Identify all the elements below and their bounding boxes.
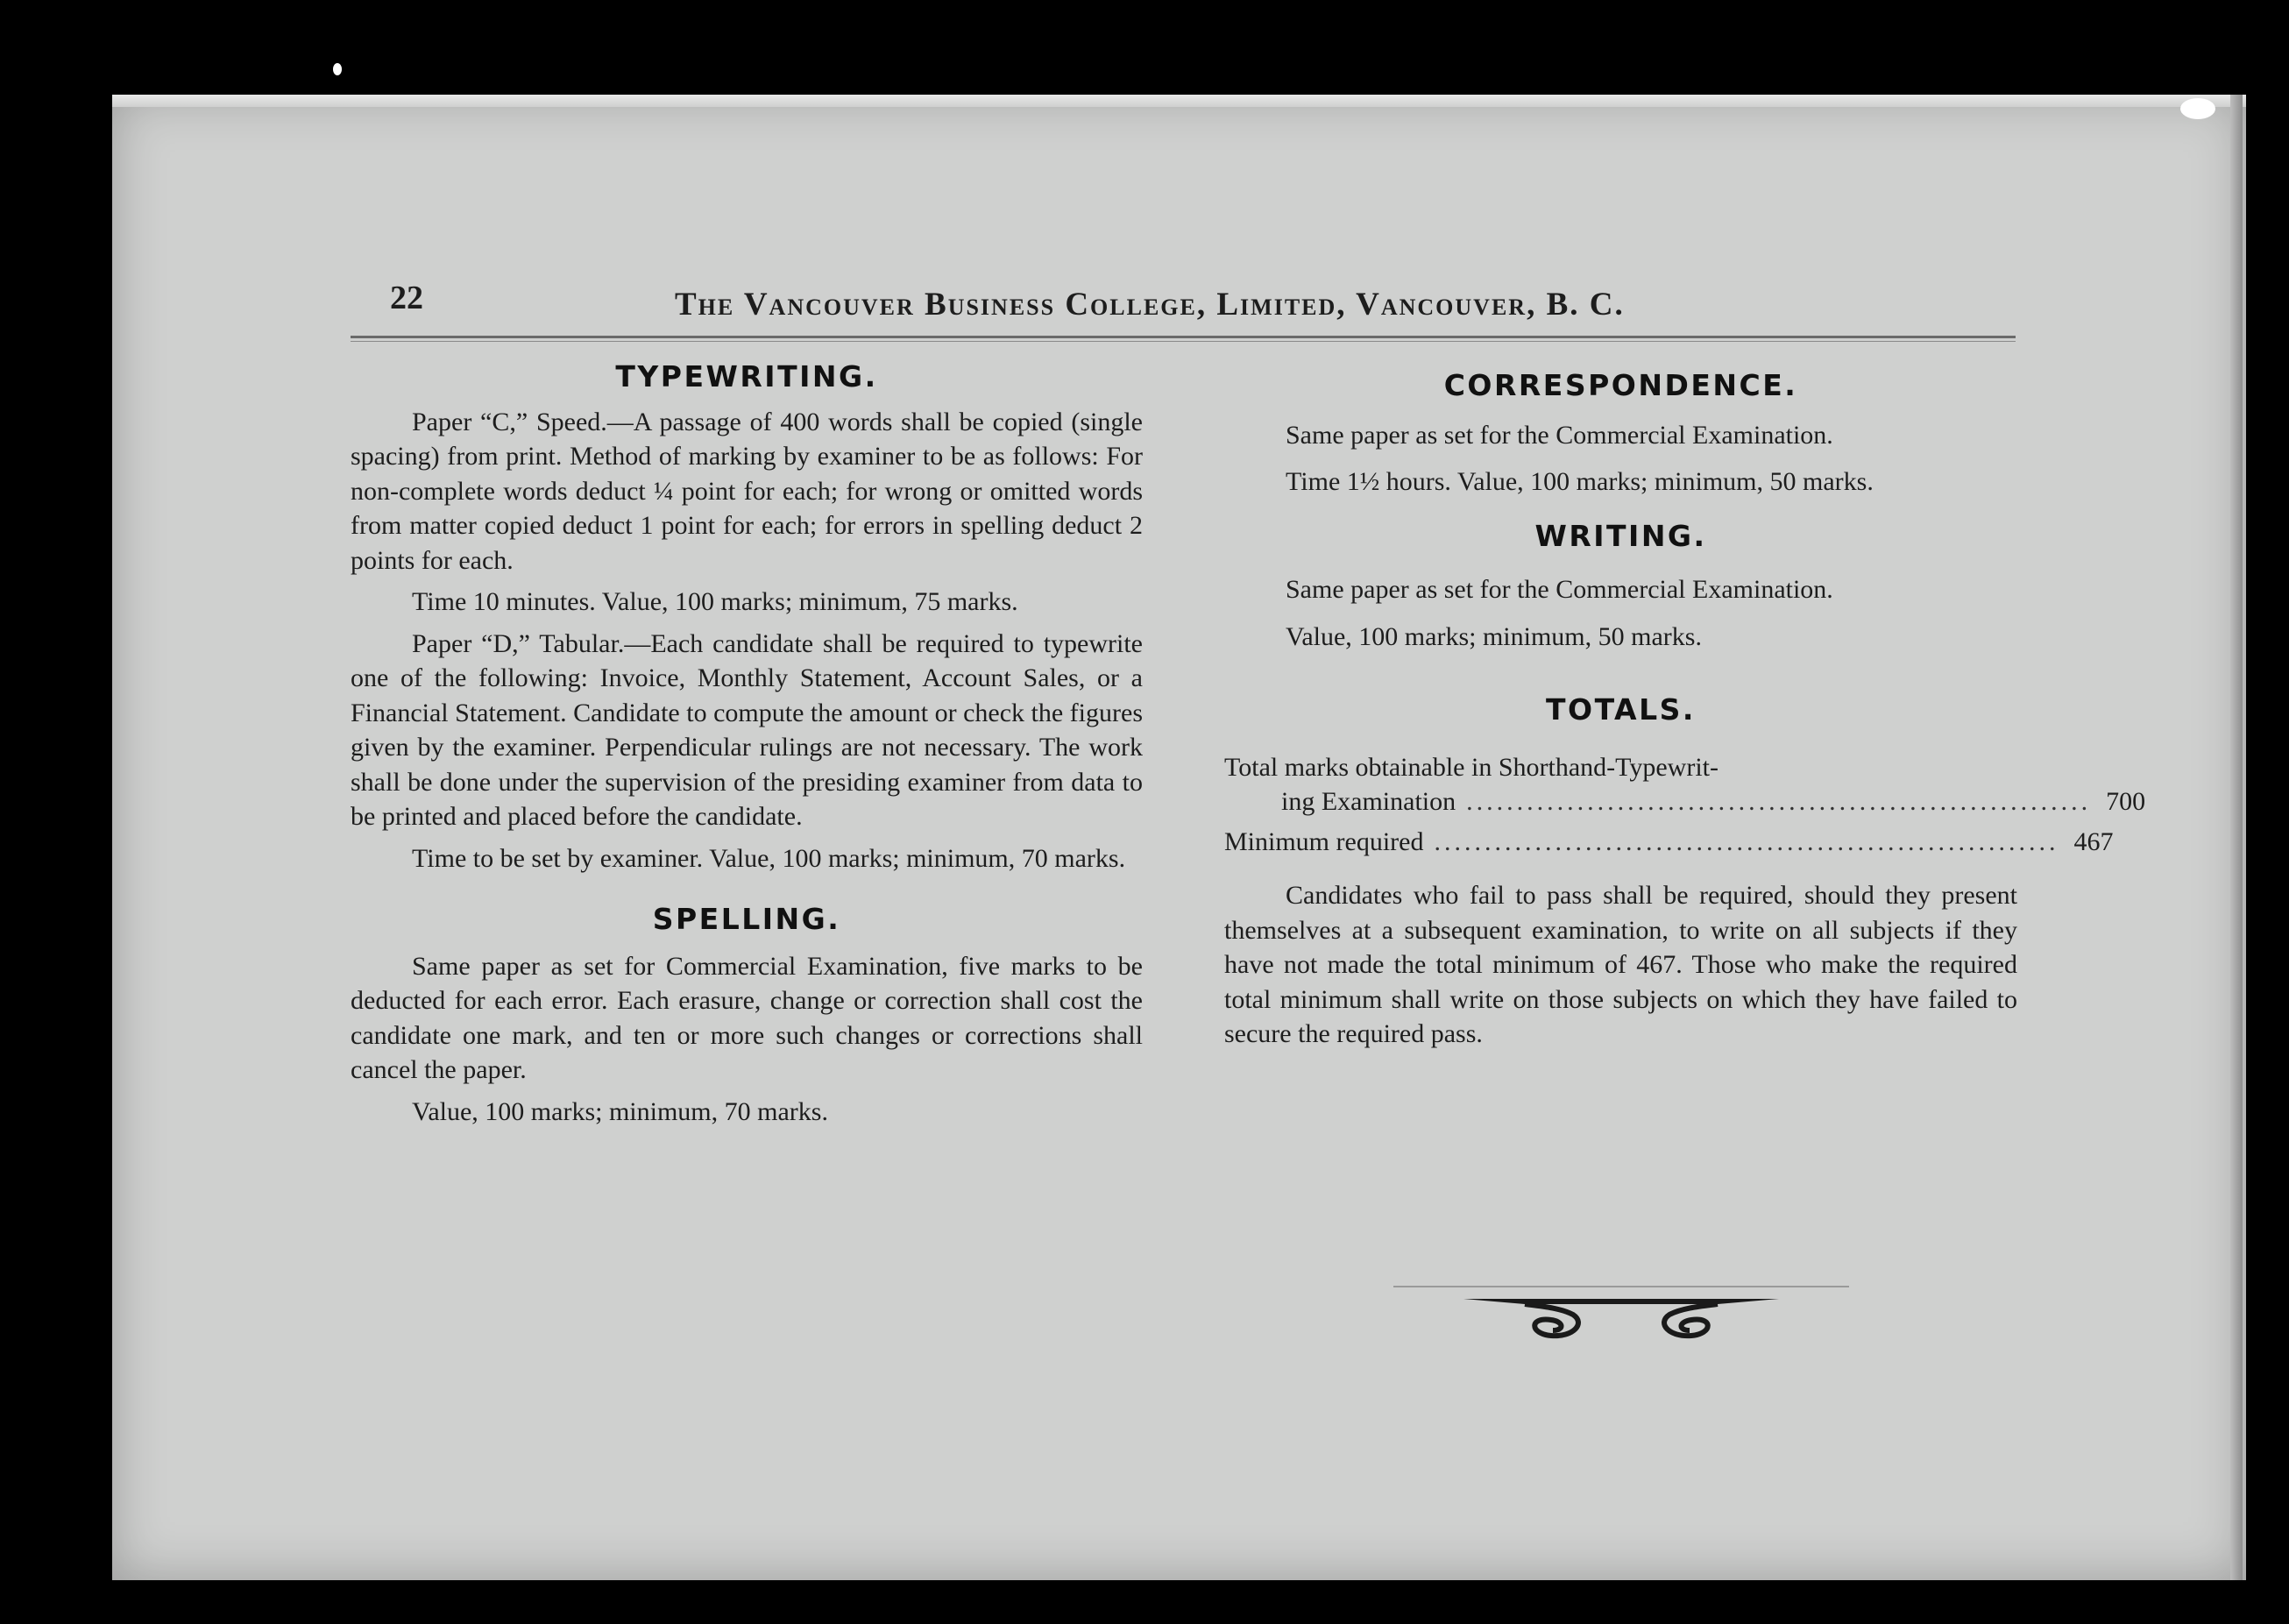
leader-dots: .............................................................. — [1434, 826, 2059, 856]
section-heading-totals: TOTALS. — [1546, 692, 1696, 727]
paragraph-paper-d: Paper “D,” Tabular.—Each candidate shall be required to typewrite one of the following: Invoice, Monthly Statement, Account Sales, or a Financial Statement. Candidate to compute the amount or check the figures given by the examiner. Perpendicular rulings are not necessary. The work shall be done under the supervision of the presiding examiner from data to be printed and placed before the candidate. — [351, 628, 1143, 831]
totals-row-label: Minimum required — [1224, 826, 1424, 856]
section-heading-writing: WRITING. — [1534, 518, 1707, 553]
page-edge — [2230, 95, 2243, 1580]
totals-row-value: 467 — [2073, 826, 2114, 856]
left-column — [351, 359, 1143, 1129]
paragraph-correspondence-time: Time 1½ hours. Value, 100 marks; minimum, 50 marks. — [1286, 467, 1874, 496]
totals-row-value: 700 — [2106, 787, 2146, 816]
totals-table — [1224, 750, 2146, 860]
paragraph-correspondence: Same paper as set for the Commercial Examination. — [1286, 420, 1833, 450]
paragraph-time-d: Time to be set by examiner. Value, 100 marks; minimum, 70 marks. — [412, 843, 1126, 873]
section-heading-spelling: SPELLING. — [652, 902, 841, 936]
totals-row-obtainable — [1224, 784, 2146, 819]
running-header: The Vancouver Business College, Limited, Vancouver, B. C. — [675, 287, 1625, 323]
totals-row-label: ing Examination — [1281, 787, 1456, 816]
paragraph-paper-c: Paper “C,” Speed.—A passage of 400 words shall be copied (single spacing) from print. Method of marking by examiner to be as follows: For non-complete words deduct ¼ point for each; for wrong or omitted words from matter copied deduct 1 point for each; for errors in spelling deduct 2 points for each. — [351, 407, 1143, 575]
scan-speck — [2180, 98, 2215, 119]
paragraph-writing: Same paper as set for the Commercial Examination. — [1286, 575, 1833, 604]
scan-speck — [333, 63, 342, 75]
paragraph-candidates: Candidates who fail to pass shall be required, should they present themselves at a subsequent examination, to write on all subjects if they have not made the total minimum of 467. Those who make the required total minimum shall write on those subjects on which they have failed to secure the required pass. — [1224, 881, 2017, 1048]
header-rule — [351, 336, 2016, 342]
paragraph-spelling: Same paper as set for Commercial Examination, five marks to be deducted for each error. Each erasure, change or correction shall cost the candidate one mark, and ten or more such changes or corrections shall cancel the paper. — [351, 951, 1143, 1084]
ornament-flourish — [1385, 1280, 1858, 1350]
page-number: 22 — [390, 280, 423, 316]
totals-row-label-line: Total marks obtainable in Shorthand-Typewrit- — [1224, 752, 1719, 782]
paragraph-writing-value: Value, 100 marks; minimum, 50 marks. — [1286, 621, 1702, 651]
section-heading-typewriting: TYPEWRITING. — [615, 359, 878, 394]
section-heading-correspondence: CORRESPONDENCE. — [1443, 368, 1798, 402]
right-column — [1224, 368, 2146, 1052]
leader-dots: .............................................................. — [1466, 787, 2092, 816]
totals-row-minimum — [1224, 825, 2114, 860]
paragraph-time-c: Time 10 minutes. Value, 100 marks; minimum, 75 marks. — [412, 587, 1018, 616]
paragraph-spelling-value: Value, 100 marks; minimum, 70 marks. — [412, 1096, 828, 1126]
